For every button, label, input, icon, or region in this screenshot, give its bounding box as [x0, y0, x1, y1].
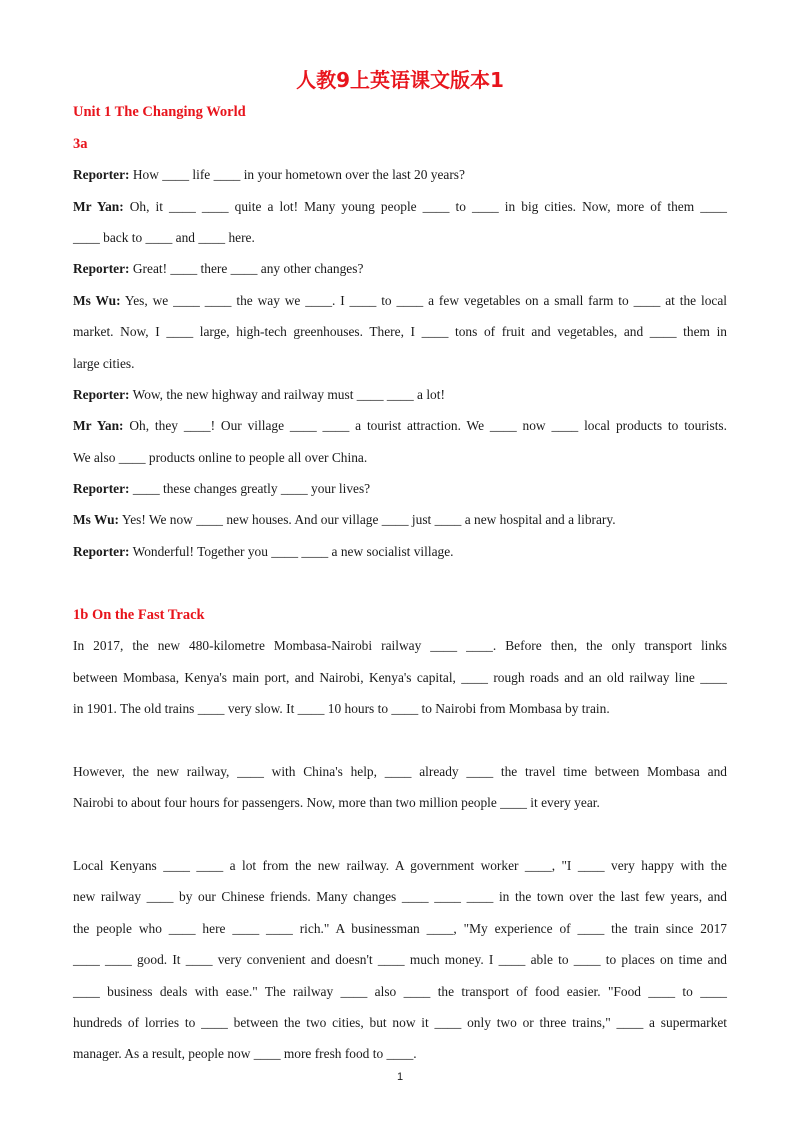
dialogue-text: Yes! We now ____ new houses. And our village ____ just ____ a new hospital and a library.	[121, 512, 616, 527]
dialogue-text: We also ____ products online to people all over China.	[73, 450, 368, 465]
dialogue-text: How ____ life ____ in your hometown over the last 20 years?	[132, 167, 465, 182]
paragraph-line: ____ ____ good. It ____ very convenient and doesn't ____ much money. I ____ able to ____ to places on time and	[73, 952, 727, 967]
speaker-label: Mr Yan:	[73, 199, 124, 214]
dialogue-text: market. Now, I ____ large, high-tech greenhouses. There, I ____ tons of fruit and vegetables, and ____ them in	[73, 324, 727, 339]
dialogue-text: large cities.	[73, 356, 135, 371]
dialogue-line	[73, 261, 727, 277]
dialogue-text: Wonderful! Together you ____ ____ a new socialist village.	[132, 544, 454, 559]
dialogue-text: ____ back to ____ and ____ here.	[73, 230, 255, 245]
page-number: 1	[396, 1071, 404, 1083]
dialogue-line	[73, 356, 727, 372]
dialogue-line	[73, 230, 727, 246]
section-3a-heading: 3a	[73, 136, 88, 152]
paragraph-line: Local Kenyans ____ ____ a lot from the new railway. A government worker ____, "I ____ very happy with the	[73, 858, 727, 873]
section-1b-heading: 1b On the Fast Track	[73, 607, 205, 623]
dialogue-text: Oh, they ____! Our village ____ ____ a tourist attraction. We ____ now ____ local products to tourists.	[129, 418, 727, 433]
speaker-label: Reporter:	[73, 544, 130, 559]
dialogue-line	[73, 167, 727, 183]
dialogue-line	[73, 293, 727, 309]
paragraph-line: manager. As a result, people now ____ more fresh food to ____.	[73, 1046, 417, 1061]
paragraph-line: ____ business deals with ease." The railway ____ also ____ the transport of food easier. "Food ____ to ____	[73, 984, 727, 999]
paragraph-line: However, the new railway, ____ with China's help, ____ already ____ the travel time between Mombasa and	[73, 764, 727, 779]
speaker-label: Reporter:	[73, 387, 130, 402]
dialogue-text: Oh, it ____ ____ quite a lot! Many young people ____ to ____ in big cities. Now, more of them ____	[129, 199, 727, 214]
dialogue-line	[73, 481, 727, 497]
dialogue-line	[73, 450, 727, 466]
paragraph-line: in 1901. The old trains ____ very slow. It ____ 10 hours to ____ to Nairobi from Mombasa by train.	[73, 701, 610, 716]
dialogue-line	[73, 387, 727, 403]
dialogue-line	[73, 512, 727, 528]
speaker-label: Reporter:	[73, 481, 130, 496]
paragraph-line: hundreds of lorries to ____ between the two cities, but now it ____ only two or three trains," ____ a supermarket	[73, 1015, 727, 1030]
dialogue-text: Yes, we ____ ____ the way we ____. I ____ to ____ a few vegetables on a small farm to ____ at the local	[124, 293, 727, 308]
dialogue-line	[73, 199, 727, 215]
paragraph-line: In 2017, the new 480-kilometre Mombasa-Nairobi railway ____ ____. Before then, the only transport links	[73, 638, 727, 653]
dialogue-line	[73, 544, 727, 560]
paragraph-line: Nairobi to about four hours for passengers. Now, more than two million people ____ it every year.	[73, 795, 600, 810]
speaker-label: Ms Wu:	[73, 293, 121, 308]
speaker-label: Reporter:	[73, 167, 130, 182]
paragraph-line: between Mombasa, Kenya's main port, and Nairobi, Kenya's capital, ____ rough roads and an old railway line ____	[73, 670, 727, 685]
dialogue-line	[73, 324, 727, 340]
dialogue-text: Great! ____ there ____ any other changes?	[132, 261, 364, 276]
dialogue-line	[73, 418, 727, 434]
unit-heading: Unit 1 The Changing World	[73, 104, 246, 120]
paragraph-line: new railway ____ by our Chinese friends. Many changes ____ ____ ____ in the town over the last few years, and	[73, 889, 727, 904]
speaker-label: Ms Wu:	[73, 512, 120, 527]
paragraph-line: the people who ____ here ____ ____ rich." A businessman ____, "My experience of ____ the train since 2017	[73, 921, 727, 936]
speaker-label: Mr Yan:	[73, 418, 124, 433]
speaker-label: Reporter:	[73, 261, 130, 276]
dialogue-text: ____ these changes greatly ____ your lives?	[132, 481, 371, 496]
document-title: 人教9上英语课文版本1	[296, 68, 504, 92]
dialogue-text: Wow, the new highway and railway must ____ ____ a lot!	[132, 387, 445, 402]
